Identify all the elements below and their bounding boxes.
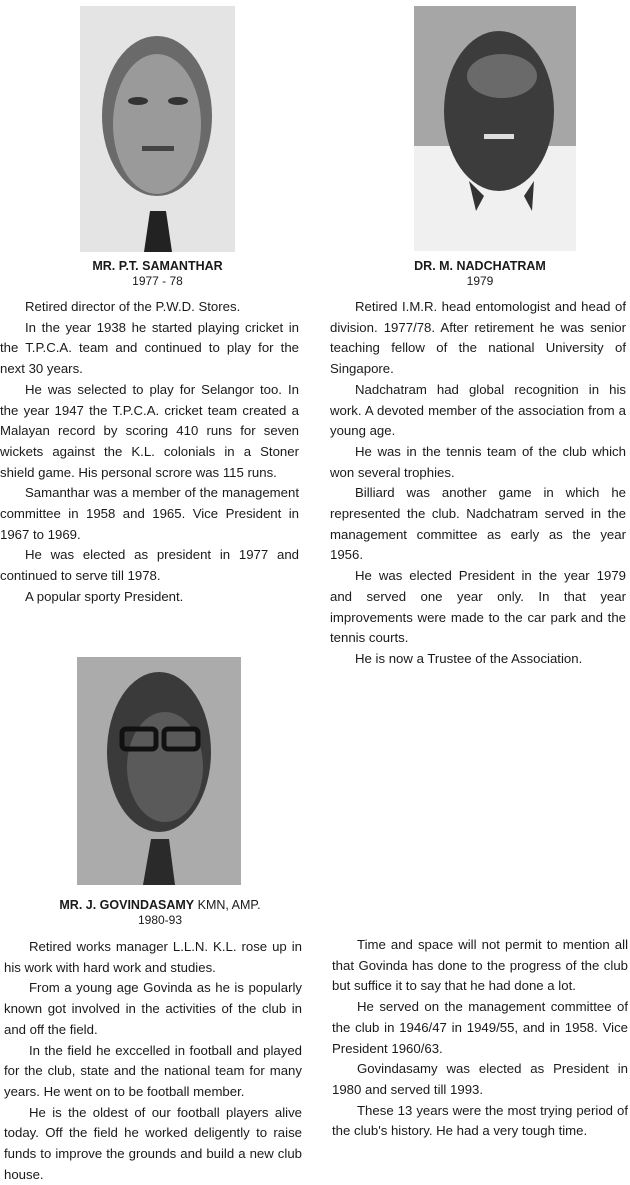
- profile-caption-nadchatram: [380, 259, 580, 289]
- portrait-photo-govindasamy: [77, 657, 241, 885]
- portrait-photo-samanthar: [80, 6, 235, 252]
- profile-name: MR. P.T. SAMANTHAR: [92, 259, 223, 273]
- paragraph: He served on the management committee of the club in 1946/47 in 1949/55, and in 1958. Vice President 1960/63.: [332, 999, 628, 1056]
- profile-caption-govindasamy: [20, 898, 300, 928]
- paragraph: These 13 years were the most trying period of the club's history. He had a very tough time.: [332, 1102, 628, 1139]
- profile-honors: KMN, AMP.: [197, 898, 261, 912]
- profile-name: MR. J. GOVINDASAMY: [59, 898, 195, 912]
- paragraph: From a young age Govinda as he is popularly known got involved in the activities of the club in and off the field.: [4, 980, 302, 1037]
- paragraph: Retired director of the P.W.D. Stores.: [25, 299, 241, 314]
- portrait-image: [414, 6, 576, 251]
- portrait-photo-nadchatram: [414, 6, 576, 251]
- profile-caption-samanthar: [40, 259, 275, 289]
- paragraph: Retired works manager L.L.N. K.L. rose up in his work with hard work and studies.: [4, 939, 302, 975]
- paragraph: Billiard was another game in which he represented the club. Nadchatram served in the management committee as early as the year 1956.: [330, 485, 626, 563]
- paragraph: He is now a Trustee of the Association.: [355, 650, 583, 666]
- portrait-image: [77, 657, 241, 885]
- paragraph: He is the oldest of our football players alive today. Off the field he worked deligently to raise funds to improve the grounds and build a new club house.: [4, 1104, 302, 1182]
- paragraph: In the field he exccelled in football and played for the club, state and the national team for many years. He went on to be football member.: [4, 1042, 302, 1099]
- profile-text-samanthar: [0, 297, 299, 608]
- paragraph: Nadchatram had global recognition in his work. A devoted member of the association from a young age.: [330, 381, 626, 439]
- paragraph: Time and space will not permit to mention all that Govinda has done to the progress of the club but suffice it to say that he had done a lot.: [332, 937, 628, 994]
- profile-name: DR. M. NADCHATRAM: [414, 259, 546, 273]
- profile-text-nadchatram: [330, 297, 626, 670]
- paragraph: He was elected President in the year 1979 and served one year only. In that year improvements were made to the car park and the tennis courts.: [330, 568, 626, 646]
- profile-text-govindasamy-right: [332, 935, 628, 1142]
- paragraph: In the year 1938 he started playing cricket in the T.P.C.A. team and continued to play for the next 30 years.: [0, 319, 299, 377]
- paragraph: Govindasamy was elected as President in 1980 and served till 1993.: [332, 1061, 628, 1097]
- profile-years: 1977 - 78: [132, 274, 183, 288]
- paragraph: He was elected as president in 1977 and continued to serve till 1978.: [0, 547, 299, 584]
- paragraph: He was selected to play for Selangor too. In the year 1947 the T.P.C.A. cricket team created a Malayan record by scoring 410 runs for seven wickets against the K.L. colonials in a Stoner shield game. His personal scrore was 115 runs.: [0, 381, 299, 480]
- profile-years: 1979: [466, 274, 494, 288]
- paragraph: Samanthar was a member of the management committee in 1958 and 1965. Vice President in 1967 to 1969.: [0, 485, 299, 542]
- portrait-image: [80, 6, 235, 252]
- profile-text-govindasamy-left: [4, 937, 302, 1185]
- paragraph: A popular sporty President.: [25, 588, 184, 604]
- profile-years: 1980-93: [137, 913, 183, 927]
- paragraph: He was in the tennis team of the club which won several trophies.: [330, 443, 626, 480]
- paragraph: Retired I.M.R. head entomologist and head of division. 1977/78. After retirement he was senior teaching fellow of the national University of Singapore.: [330, 299, 626, 377]
